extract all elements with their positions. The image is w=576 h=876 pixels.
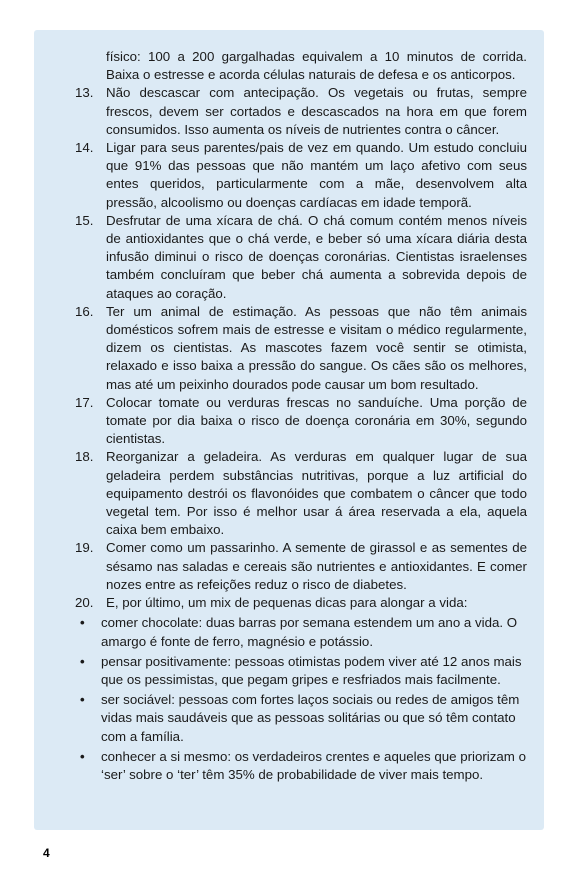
bullet-text: comer chocolate: duas barras por semana estendem um ano a vida. O amargo é fonte de ferro, magnésio e potássio. — [101, 615, 518, 649]
list-item-18 — [41, 448, 527, 539]
list-item-20 — [41, 594, 527, 612]
bullet-icon: • — [80, 615, 85, 631]
bullet-text: ser sociável: pessoas com fortes laços sociais ou redes de amigos têm vidas mais saudáveis que as pessoas solitárias ou que só têm contato com a família. — [101, 692, 520, 744]
list-number: 14. — [75, 140, 94, 156]
bullet-icon: • — [80, 748, 85, 764]
list-item-14 — [41, 139, 527, 212]
list-item-text: Ter um animal de estimação. As pessoas que não têm animais domésticos sofrem mais de estresse e visitam o médico regularmente, dizem os cientistas. As mascotes fazem você sentir se otimista, relaxado e isso baixa a pressão do sangue. Os cães são os melhores, mas até um peixinho dourados pode causar um bom resultado. — [106, 303, 527, 392]
list-number: 13. — [75, 85, 94, 101]
list-number: 17. — [75, 394, 94, 410]
list-item-text: E, por último, um mix de pequenas dicas para alongar a vida: — [106, 595, 468, 611]
list-item-text: Ligar para seus parentes/pais de vez em quando. Um estudo concluiu que 91% das pessoas que não mantém um laço afetivo com seus entes queridos, particularmente com a mãe, desenvolvem alta pressão, alcoolismo ou doenças cardíacas em idade temporã. — [106, 140, 527, 210]
list-number: 15. — [75, 212, 94, 228]
list-item-17 — [41, 394, 527, 449]
list-item-text: Não descascar com antecipação. Os vegetais ou frutas, sempre frescos, devem ser cortados e descascados na hora em que forem consumidos. Isso aumenta os níveis de nutrientes contra o câncer. — [106, 85, 527, 137]
list-item-text: Desfrutar de uma xícara de chá. O chá comum contém menos níveis de antioxidantes que o chá verde, e beber só uma xícara diária desta infusão diminui o risco de doenças coronárias. Cientistas israelenses também concluíram que beber chá aumenta a sobrevida depois de ataques ao coração. — [106, 212, 527, 301]
list-item-text: Reorganizar a geladeira. As verduras em qualquer lugar de sua geladeira perdem substâncias nutritivas, porque a luz artificial do equipamento destrói os flavonóides que combatem o câncer que todo vegetal tem. Por isso é melhor usar á área reservada a ela, aquela caixa bem embaixo. — [106, 449, 527, 538]
bullet-icon: • — [80, 653, 85, 669]
list-item-19 — [41, 539, 527, 594]
list-item-13 — [41, 84, 527, 139]
list-item-15 — [41, 212, 527, 303]
bullet-item-chocolate — [41, 614, 527, 650]
list-item-text: Comer como um passarinho. A semente de girassol e as sementes de sésamo nas saladas e cereais são nutrientes e antioxidantes. E comer nozes entre as refeições reduz o risco de diabetes. — [106, 540, 527, 592]
list-number: 16. — [75, 303, 94, 319]
bullet-text: conhecer a si mesmo: os verdadeiros crentes e aqueles que priorizam o ‘ser’ sobre o ‘ter’ têm 35% de probabilidade de viver mais tempo. — [101, 748, 526, 782]
bullet-item-know-yourself — [41, 748, 527, 784]
bullet-text: pensar positivamente: pessoas otimistas podem viver até 12 anos mais que os pessimistas, que pegam gripes e resfriados mais facilmente. — [101, 653, 522, 687]
bullet-item-positive-thinking — [41, 653, 527, 689]
bullet-item-sociable — [41, 691, 527, 746]
continuation-paragraph: físico: 100 a 200 gargalhadas equivalem a 10 minutos de corrida. Baixa o estresse e acorda células naturais de defesa e os anticorpos. — [106, 49, 527, 83]
page-number: 4 — [43, 846, 50, 860]
list-item-16 — [41, 303, 527, 394]
list-number: 20. — [75, 595, 94, 611]
document-body — [41, 48, 527, 784]
list-number: 19. — [75, 540, 94, 556]
list-item-text: Colocar tomate ou verduras frescas no sanduíche. Uma porção de tomate por dia baixa o risco de doença coronária em 30%, segundo cientistas. — [106, 394, 527, 447]
list-number: 18. — [75, 449, 94, 465]
bullet-icon: • — [80, 692, 85, 708]
